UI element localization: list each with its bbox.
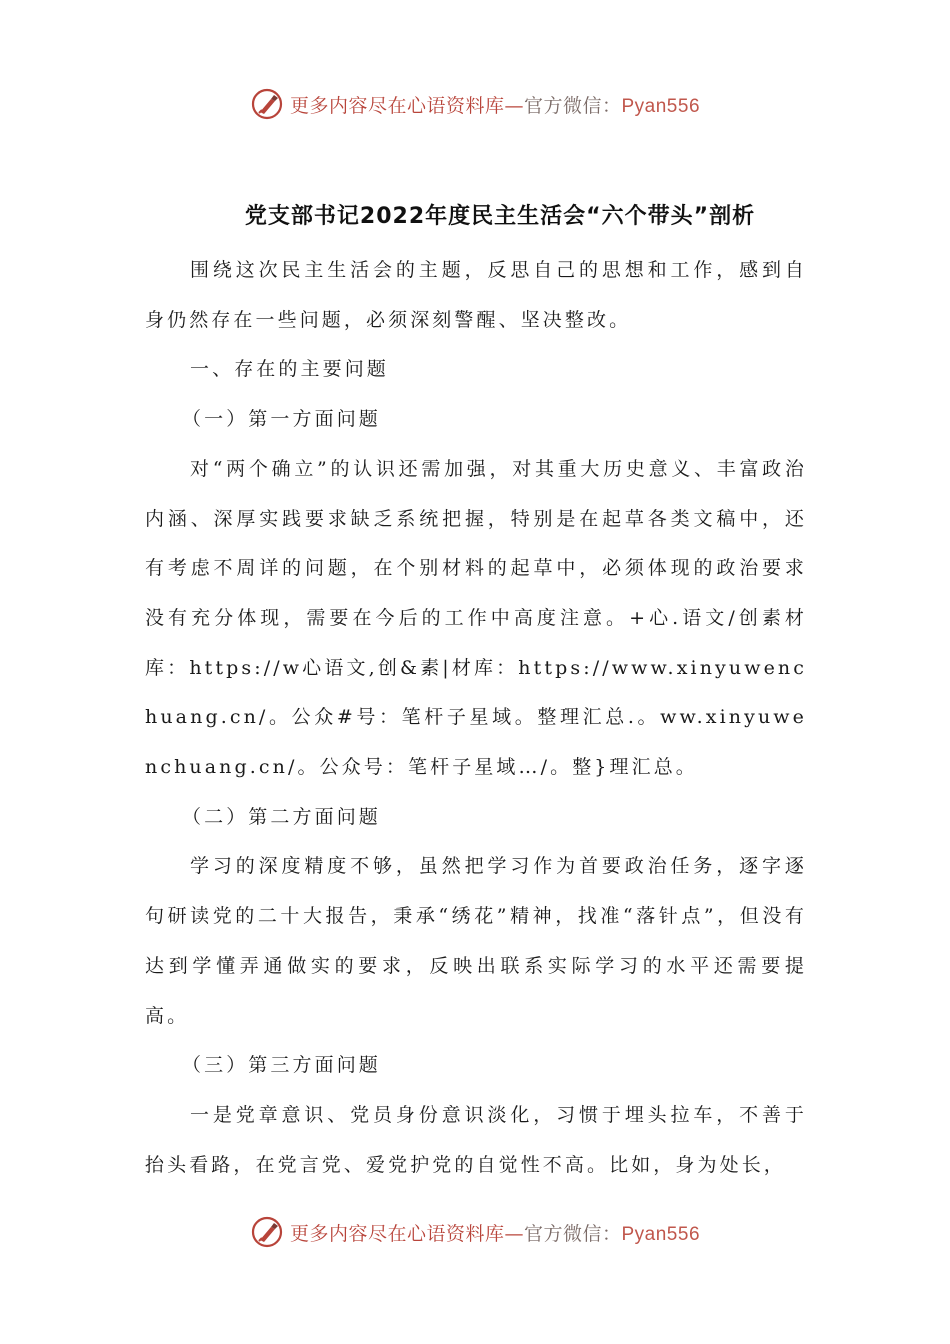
paragraph-problem-1: 对“两个确立”的认识还需加强，对其重大历史意义、丰富政治内涵、深厚实践要求缺乏系统把握，特别是在起草各类文稿中，还有考虑不周详的问题，在个别材料的起草中，必须体现的政治要求没有充分体现，需要在今后的工作中高度注意。+心.语文/创素材库：https://w心语文,创&素|材库：https://www.xinyuwenchuang.cn/。公众#号：笔杆子星域。整理汇总.。ww.xinyuwenchuang.cn/。公众号：笔杆子星域…/。整}理汇总。 — [145, 457, 807, 779]
banner-wechat-label: 官方微信： — [523, 94, 622, 117]
pen-nib-logo-icon — [250, 87, 284, 121]
banner-account: Pyan556 — [621, 1223, 701, 1245]
banner-text — [290, 91, 700, 118]
footer-banner — [0, 1212, 950, 1252]
banner-separator: — — [504, 94, 524, 117]
banner-brand: 更多内容尽在心语资料库 — [289, 1222, 505, 1245]
paragraph-problem-2: 学习的深度精度不够，虽然把学习作为首要政治任务，逐字逐句研读党的二十大报告，秉承“绣花”精神，找准“落针点”，但没有达到学懂弄通做实的要求，反映出联系实际学习的水平还需要提高。 — [145, 855, 807, 1027]
header-banner — [0, 84, 950, 124]
banner-wechat-label: 官方微信： — [523, 1222, 622, 1245]
banner-account: Pyan556 — [621, 95, 701, 117]
banner-text — [290, 1219, 700, 1246]
subsection-heading-2: （二）第二方面问题 — [182, 805, 381, 828]
banner-separator: — — [504, 1222, 524, 1245]
subsection-heading-1: （一）第一方面问题 — [182, 408, 381, 431]
document-body — [145, 246, 807, 1190]
banner-brand: 更多内容尽在心语资料库 — [289, 94, 505, 117]
pen-nib-logo-icon — [250, 1215, 284, 1249]
subsection-heading-3: （三）第三方面问题 — [182, 1054, 381, 1077]
paragraph-intro: 围绕这次民主生活会的主题，反思自己的思想和工作，感到自身仍然存在一些问题，必须深刻警醒、坚决整改。 — [145, 259, 807, 331]
paragraph-problem-3: 一是党章意识、党员身份意识淡化，习惯于埋头拉车，不善于抬头看路，在党言党、爱党护党的自觉性不高。比如，身为处长， — [145, 1103, 807, 1176]
document-title: 党支部书记2022年度民主生活会“六个带头”剖析 — [244, 204, 756, 229]
section-heading: 一、存在的主要问题 — [190, 358, 389, 381]
